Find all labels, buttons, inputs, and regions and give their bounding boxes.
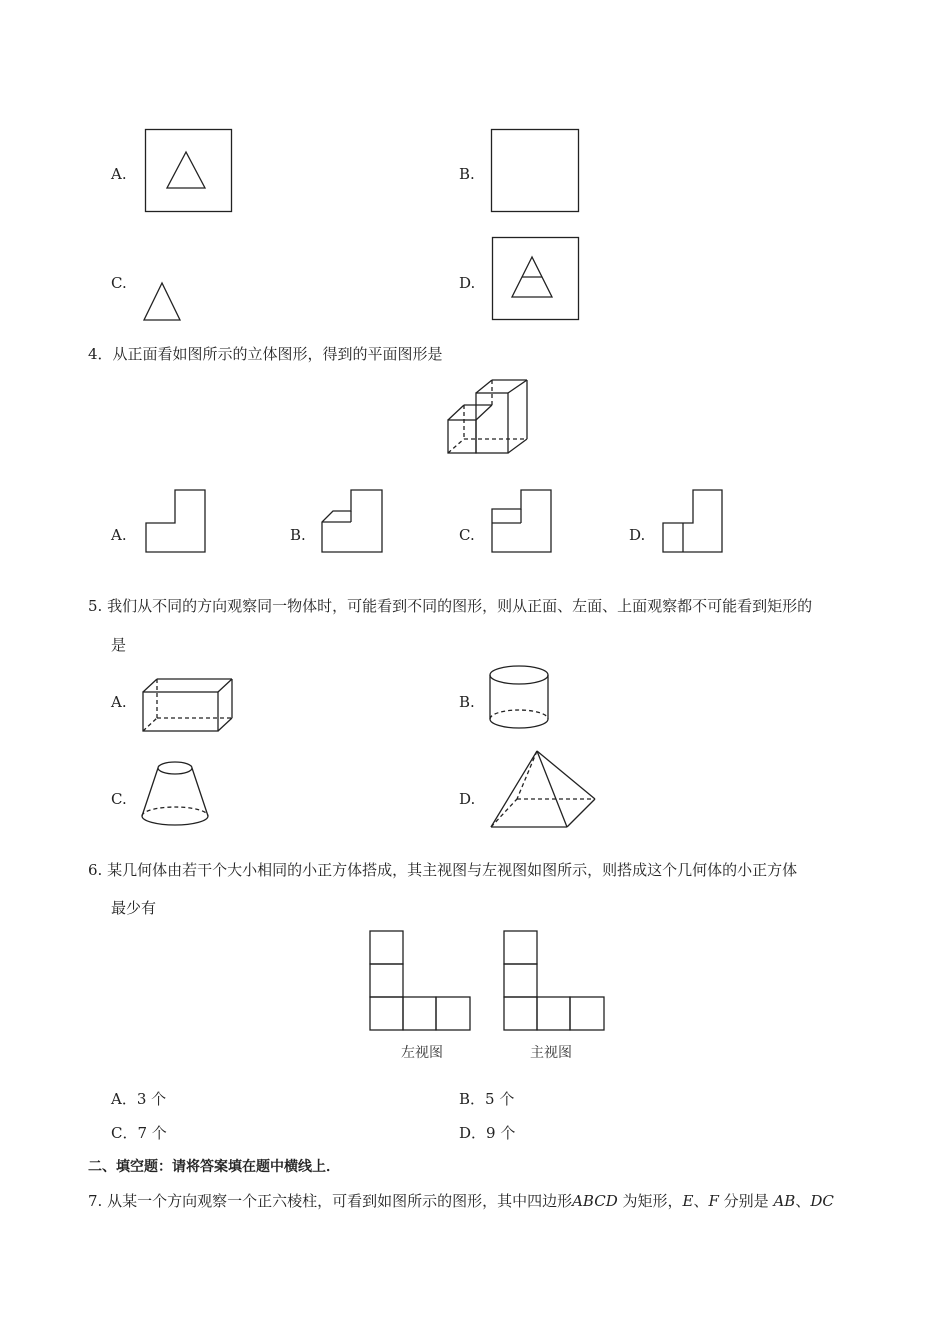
q6-stem-line2: 最少有	[111, 899, 157, 917]
q6-left-view-figure	[369, 930, 473, 1032]
q6-left-view-caption: 左视图	[401, 1045, 443, 1061]
q4-option-d-label: D.	[629, 526, 646, 544]
q5-option-b-cylinder	[489, 665, 551, 731]
q5-option-a-label: A.	[111, 693, 127, 711]
q3-option-c-label: C.	[111, 274, 127, 292]
q6-stem-line1: 6. 某几何体由若干个大小相同的小正方体搭成，其主视图与左视图如图所示，则搭成这个几何体的小正方体	[88, 861, 798, 879]
q7-text-mid2: 分别是	[718, 1192, 774, 1210]
q7-quad-abcd: ABCD	[572, 1192, 618, 1210]
q3-option-d-figure	[492, 237, 580, 321]
q4-option-a-label: A.	[111, 526, 127, 544]
q5-option-c-frustum	[140, 760, 212, 828]
q3-option-b-figure	[491, 129, 580, 213]
q5-option-d-pyramid	[489, 749, 601, 831]
q3-option-a-label: A.	[111, 165, 127, 183]
q4-option-b-figure	[321, 489, 384, 555]
section-2-title: 二、填空题：请将答案填在题中横线上．	[88, 1159, 340, 1175]
q5-stem-line1: 5. 我们从不同的方向观察同一物体时，可能看到不同的图形，则从正面、左面、上面观察都不可能看到矩形的	[88, 597, 813, 615]
q6-option-c: C．7 个	[111, 1124, 167, 1142]
q6-option-d: D．9 个	[459, 1124, 516, 1142]
q4-solid-figure	[447, 379, 531, 455]
q5-stem-line2: 是	[111, 636, 127, 654]
q6-main-view-figure	[503, 930, 607, 1032]
q7-point-f: F	[708, 1192, 719, 1210]
q5-option-d-label: D.	[459, 790, 476, 808]
q7-sep: 、	[693, 1192, 709, 1210]
q3-option-c-figure	[143, 282, 183, 322]
q7-sep2: 、	[795, 1192, 811, 1210]
q4-option-b-label: B.	[290, 526, 306, 544]
q7-stem	[88, 1192, 834, 1210]
q7-segment-dc: DC	[810, 1192, 834, 1210]
q7-point-e: E	[682, 1192, 694, 1210]
q5-option-b-label: B.	[459, 693, 475, 711]
q4-option-c-figure	[491, 489, 553, 555]
q4-option-a-figure	[145, 489, 207, 555]
q4-option-d-figure	[662, 489, 724, 555]
q7-segment-ab: AB	[773, 1192, 796, 1210]
q3-option-d-label: D.	[459, 274, 476, 292]
q5-option-c-label: C.	[111, 790, 127, 808]
q4-option-c-label: C.	[459, 526, 475, 544]
q6-option-b: B．5 个	[459, 1090, 515, 1108]
q7-text-mid1: 为矩形，	[617, 1192, 683, 1210]
q5-option-a-cuboid	[142, 677, 234, 733]
q7-text-prefix: 7. 从某一个方向观察一个正六棱柱，可看到如图所示的图形，其中四边形	[88, 1192, 573, 1210]
q6-option-a: A．3 个	[111, 1090, 167, 1108]
q3-option-a-figure	[145, 129, 233, 213]
q3-option-b-label: B.	[459, 165, 475, 183]
q4-stem: 4．从正面看如图所示的立体图形，得到的平面图形是	[88, 345, 443, 363]
q6-main-view-caption: 主视图	[530, 1045, 572, 1061]
